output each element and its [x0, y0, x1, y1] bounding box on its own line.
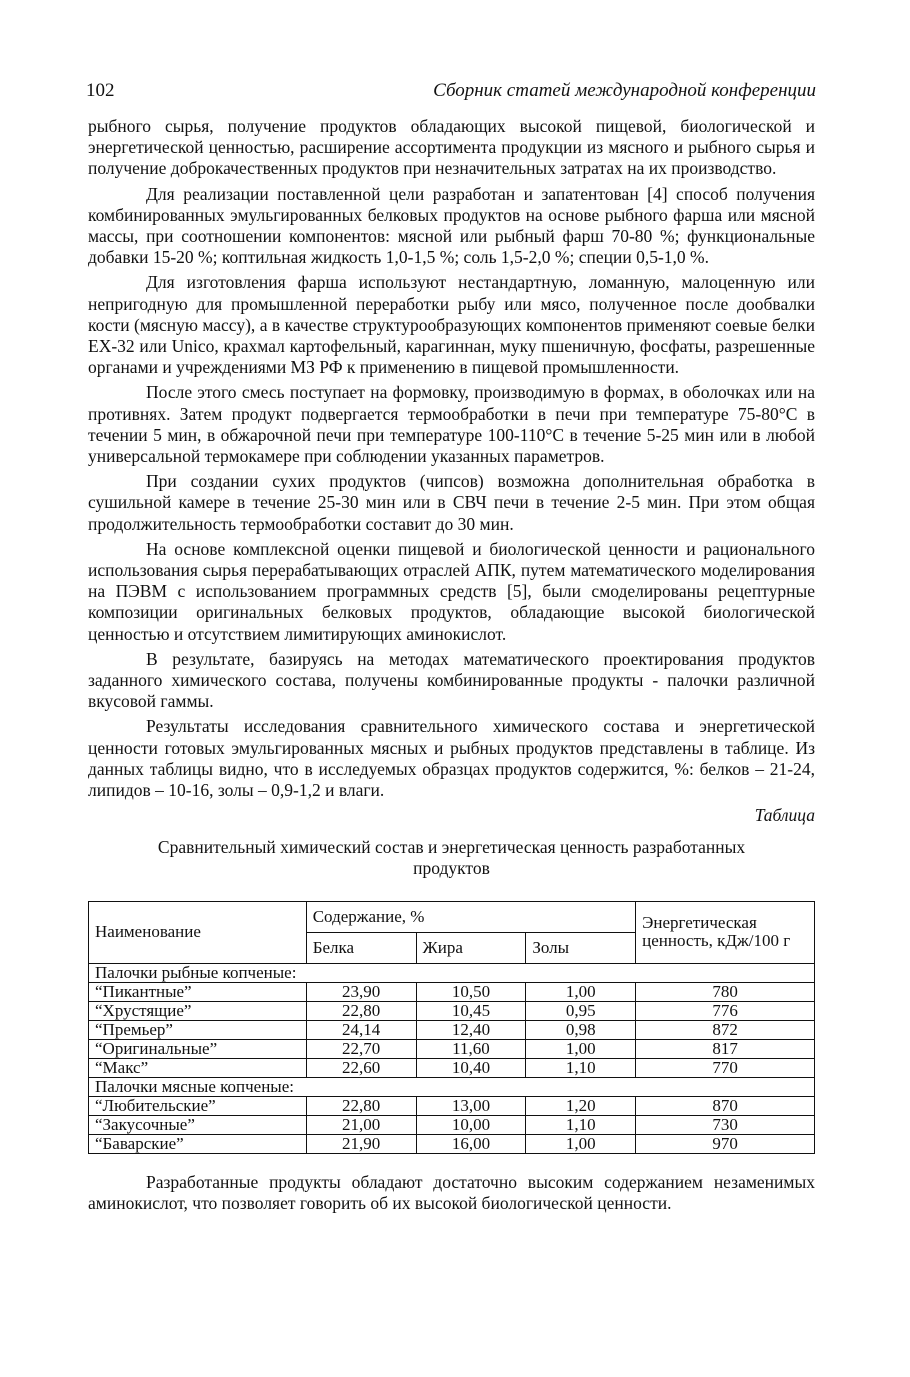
header-ash: Золы: [526, 932, 636, 963]
fat-cell: 12,40: [416, 1020, 526, 1039]
composition-table: [88, 901, 815, 1154]
energy-cell: 870: [636, 1096, 815, 1115]
running-header: [86, 80, 816, 106]
ash-cell: 1,00: [526, 982, 636, 1001]
protein-cell: 23,90: [306, 982, 416, 1001]
energy-cell: 776: [636, 1001, 815, 1020]
ash-cell: 1,20: [526, 1096, 636, 1115]
group-title: Палочки рыбные копченые:: [89, 963, 815, 982]
product-name: “Баварские”: [89, 1134, 307, 1153]
ash-cell: 1,00: [526, 1039, 636, 1058]
closing-paragraph: Разработанные продукты обладают достаточно высоким содержанием незаменимых аминокислот, что позволяет говорить об их высокой биологической ценности.: [88, 1171, 815, 1213]
paragraph: При создании сухих продуктов (чипсов) возможна дополнительная обработка в сушильной камере в течение 25-30 мин или в СВЧ печи в течение 2-5 мин. При этом общая продолжительность термообработки составит до 30 мин.: [88, 471, 815, 534]
ash-cell: 1,10: [526, 1058, 636, 1077]
table-caption: Сравнительный химический состав и энергетическая ценность разработанных продуктов: [157, 836, 746, 878]
header-energy: Энергетическая ценность, кДж/100 г: [636, 901, 815, 963]
energy-cell: 780: [636, 982, 815, 1001]
table-row: [89, 982, 815, 1001]
product-name: “Закусочные”: [89, 1115, 307, 1134]
protein-cell: 24,14: [306, 1020, 416, 1039]
fat-cell: 10,40: [416, 1058, 526, 1077]
product-name: “Пикантные”: [89, 982, 307, 1001]
energy-cell: 817: [636, 1039, 815, 1058]
paragraph: На основе комплексной оценки пищевой и биологической ценности и рационального использования сырья перерабатывающих отраслей АПК, путем математического моделирования на ПЭВМ с использованием программных средств [5], были смоделированы рецептурные композиции оригинальных белковых продуктов, обладающие высокой биологической ценностью и отсутствием лимитирующих аминокислот.: [88, 538, 815, 644]
paragraph: В результате, базируясь на методах математического проектирования продуктов заданного химического состава, получены комбинированные продукты - палочки различной вкусовой гаммы.: [88, 648, 815, 712]
table-row: [89, 1096, 815, 1115]
header-protein: Белка: [306, 932, 416, 963]
paragraph: Для изготовления фарша используют нестандартную, ломанную, малоценную или непригодную для промышленной переработки рыбу или мясо, полученное после дообвалки кости (мясную массу), а в качестве структурообразующих компонентов применяют соевые белки EX-32 или Unico, крахмал картофельный, карагиннан, муку пшеничную, фосфаты, разрешенные органами и учреждениями МЗ РФ к применению в пищевой промышленности.: [88, 272, 815, 378]
product-name: “Премьер”: [89, 1020, 307, 1039]
table-row: [89, 1020, 815, 1039]
paragraph: Результаты исследования сравнительного химического состава и энергетической ценности готовых эмульгированных мясных и рыбных продуктов представлены в таблице. Из данных таблицы видно, что в исследуемых образцах продуктов содержится, %: белков – 21-24, липидов – 10-16, золы – 0,9-1,2 и влаги.: [88, 716, 815, 801]
product-name: “Хрустящие”: [89, 1001, 307, 1020]
header-fat: Жира: [416, 932, 526, 963]
protein-cell: 22,70: [306, 1039, 416, 1058]
protein-cell: 22,80: [306, 1096, 416, 1115]
energy-cell: 770: [636, 1058, 815, 1077]
group-title: Палочки мясные копченые:: [89, 1077, 815, 1096]
table-row: [89, 1058, 815, 1077]
table-row: [89, 1001, 815, 1020]
energy-cell: 970: [636, 1134, 815, 1153]
energy-cell: 730: [636, 1115, 815, 1134]
ash-cell: 1,00: [526, 1134, 636, 1153]
ash-cell: 0,98: [526, 1020, 636, 1039]
table-row: [89, 1039, 815, 1058]
header-name: Наименование: [89, 901, 307, 963]
fat-cell: 10,00: [416, 1115, 526, 1134]
running-title: Сборник статей международной конференции: [433, 80, 816, 101]
ash-cell: 0,95: [526, 1001, 636, 1020]
page-number: 102: [86, 80, 115, 101]
fat-cell: 11,60: [416, 1039, 526, 1058]
energy-cell: 872: [636, 1020, 815, 1039]
table-row: [89, 1115, 815, 1134]
paragraph: После этого смесь поступает на формовку, производимую в формах, в оболочках или на противнях. Затем продукт подвергается термообработки в печи при температуре 75-80°С в течении 5 мин, в обжарочной печи при температуре 100-110°С в течение 5-25 мин или в любой универсальной термокамере при соблюдении указанных параметров.: [88, 382, 815, 467]
table-row: [89, 1134, 815, 1153]
fat-cell: 10,45: [416, 1001, 526, 1020]
article-body: [88, 116, 815, 1218]
protein-cell: 22,60: [306, 1058, 416, 1077]
paragraph: Для реализации поставленной цели разработан и запатентован [4] способ получения комбинированных эмульгированных белковых продуктов на основе рыбного фарша или мясной массы, при соотношении компонентов: мясной или рыбный фарш 70-80 %; функциональные добавки 15-20 %; коптильная жидкость 1,0-1,5 %; соль 1,5-2,0 %; специи 0,5-1,0 %.: [88, 183, 815, 268]
product-name: “Оригинальные”: [89, 1039, 307, 1058]
product-name: “Любительские”: [89, 1096, 307, 1115]
fat-cell: 13,00: [416, 1096, 526, 1115]
paragraph: рыбного сырья, получение продуктов обладающих высокой пищевой, биологической и энергетической ценностью, расширение ассортимента продукции из мясного и рыбного сырья и получение доброкачественных продуктов при незначительных затратах на их производство.: [88, 116, 815, 179]
protein-cell: 22,80: [306, 1001, 416, 1020]
group-row: [89, 963, 815, 982]
protein-cell: 21,90: [306, 1134, 416, 1153]
table-label: Таблица: [754, 805, 815, 826]
group-row: [89, 1077, 815, 1096]
protein-cell: 21,00: [306, 1115, 416, 1134]
ash-cell: 1,10: [526, 1115, 636, 1134]
product-name: “Макс”: [89, 1058, 307, 1077]
fat-cell: 10,50: [416, 982, 526, 1001]
header-content: Содержание, %: [306, 901, 635, 932]
fat-cell: 16,00: [416, 1134, 526, 1153]
